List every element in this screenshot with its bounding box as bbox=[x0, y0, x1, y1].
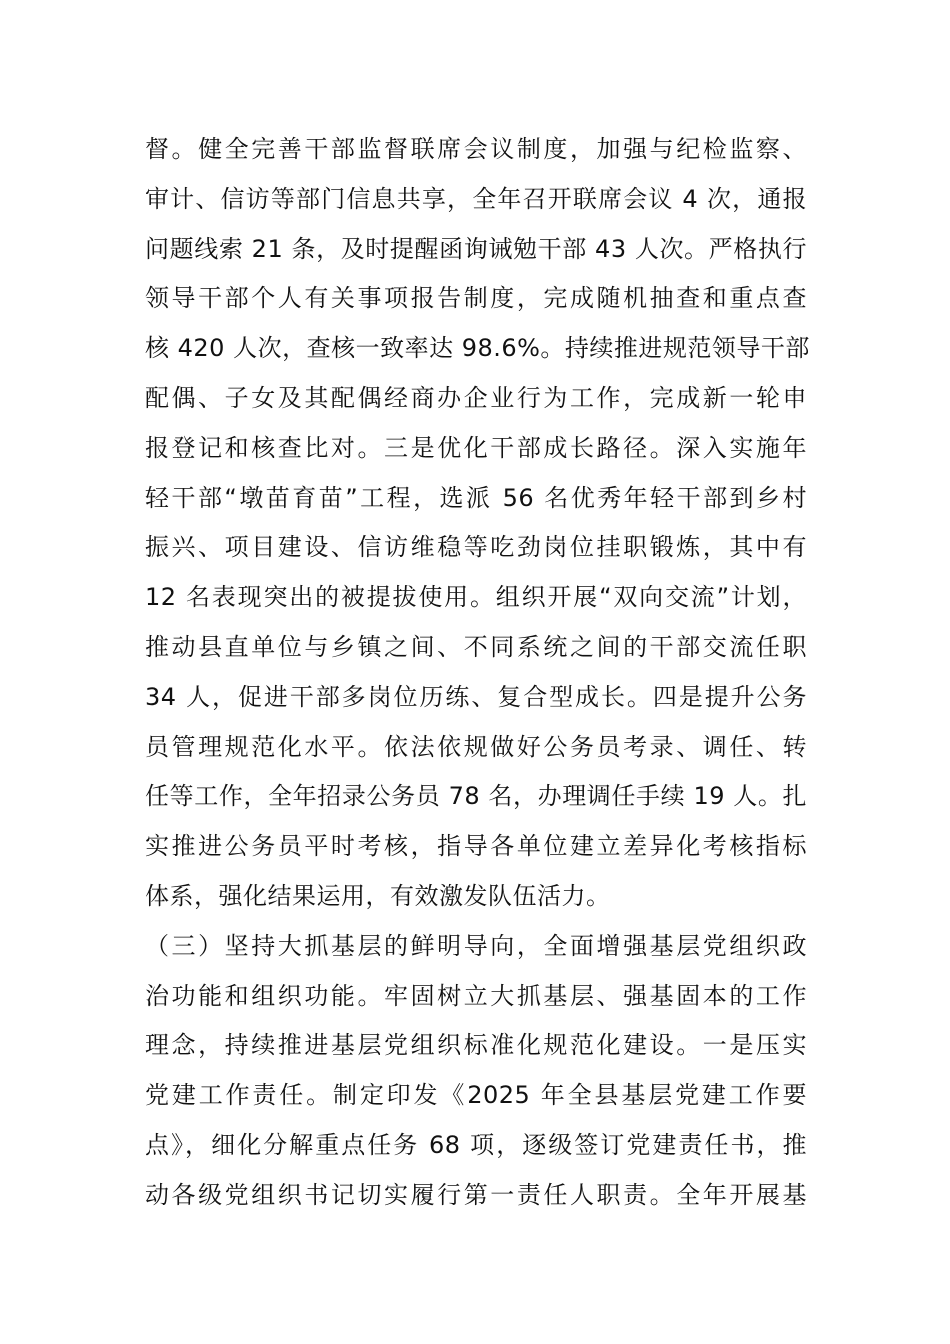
text-line: 推动县直单位与乡镇之间、不同系统之间的干部交流任职 bbox=[145, 632, 807, 661]
text-line: 理念，持续推进基层党组织标准化规范化建设。一是压实 bbox=[145, 1031, 807, 1060]
text-line: 轻干部“墩苗育苗”工程，选派 56 名优秀年轻干部到乡村 bbox=[145, 483, 807, 512]
text-line: 核 420 人次，查核一致率达 98.6%。持续推进规范领导干部 bbox=[145, 334, 810, 363]
text-line: 12 名表现突出的被提拔使用。组织开展“双向交流”计划， bbox=[145, 583, 807, 612]
text-line: 任等工作，全年招录公务员 78 名，办理调任手续 19 人。扎 bbox=[145, 782, 807, 811]
text-line: 治功能和组织功能。牢固树立大抓基层、强基固本的工作 bbox=[145, 981, 807, 1010]
text-line: 督。健全完善干部监督联席会议制度，加强与纪检监察、 bbox=[145, 135, 807, 163]
text-line: 点》，细化分解重点任务 68 项，逐级签订党建责任书，推 bbox=[145, 1130, 807, 1159]
text-line: 审计、信访等部门信息共享，全年召开联席会议 4 次，通报 bbox=[145, 184, 807, 213]
paragraph-end-line: 体系，强化结果运用，有效激发队伍活力。 bbox=[145, 881, 611, 910]
text-line: 报登记和核查比对。三是优化干部成长路径。深入实施年 bbox=[145, 433, 807, 462]
text-line: 党建工作责任。制定印发《2025 年全县基层党建工作要 bbox=[145, 1081, 807, 1110]
text-line: 领导干部个人有关事项报告制度，完成随机抽查和重点查 bbox=[145, 284, 807, 313]
text-line: 振兴、项目建设、信访维稳等吃劲岗位挂职锻炼，其中有 bbox=[145, 533, 807, 562]
text-line: 实推进公务员平时考核，指导各单位建立差异化考核指标 bbox=[145, 832, 807, 861]
text-line: 员管理规范化水平。依法依规做好公务员考录、调任、转 bbox=[145, 732, 807, 761]
text-line: 34 人，促进干部多岗位历练、复合型成长。四是提升公务 bbox=[145, 682, 807, 711]
section-heading-line: （三）坚持大抓基层的鲜明导向，全面增强基层党组织政 bbox=[145, 931, 807, 960]
text-line: 动各级党组织书记切实履行第一责任人职责。全年开展基 bbox=[145, 1180, 807, 1209]
text-line: 问题线索 21 条，及时提醒函询诫勉干部 43 人次。严格执行 bbox=[145, 234, 807, 263]
document-page bbox=[145, 125, 810, 1221]
text-line: 配偶、子女及其配偶经商办企业行为工作，完成新一轮申 bbox=[145, 383, 807, 412]
